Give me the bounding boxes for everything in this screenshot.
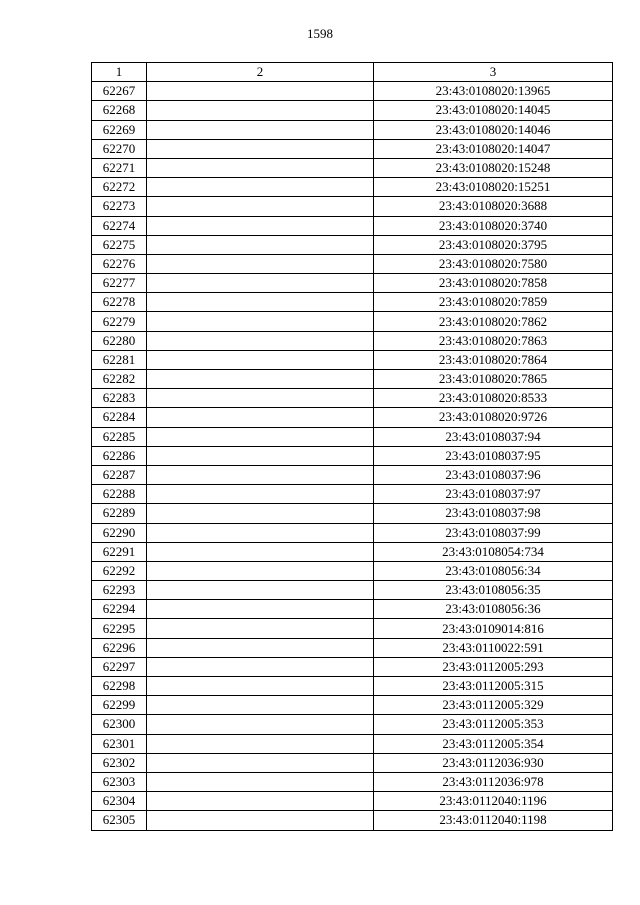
empty-cell xyxy=(147,370,374,389)
empty-cell xyxy=(147,657,374,676)
registry-table xyxy=(91,62,613,831)
table-row xyxy=(92,254,613,273)
table-row xyxy=(92,178,613,197)
empty-cell xyxy=(147,158,374,177)
row-number-cell: 62272 xyxy=(92,178,147,197)
empty-cell xyxy=(147,197,374,216)
table-row xyxy=(92,581,613,600)
row-number-cell: 62300 xyxy=(92,715,147,734)
cadastral-number-cell: 23:43:0108020:8533 xyxy=(374,389,613,408)
cadastral-number-cell: 23:43:0108020:15248 xyxy=(374,158,613,177)
table-row xyxy=(92,523,613,542)
cadastral-number-cell: 23:43:0108020:14045 xyxy=(374,101,613,120)
table-row xyxy=(92,216,613,235)
cadastral-number-cell: 23:43:0108020:15251 xyxy=(374,178,613,197)
cadastral-number-cell: 23:43:0112040:1196 xyxy=(374,792,613,811)
row-number-cell: 62281 xyxy=(92,350,147,369)
empty-cell xyxy=(147,389,374,408)
row-number-cell: 62270 xyxy=(92,139,147,158)
empty-cell xyxy=(147,293,374,312)
page-number: 1598 xyxy=(307,26,333,41)
table-row xyxy=(92,101,613,120)
row-number-cell: 62294 xyxy=(92,600,147,619)
empty-cell xyxy=(147,504,374,523)
empty-cell xyxy=(147,696,374,715)
table-row xyxy=(92,331,613,350)
row-number-cell: 62285 xyxy=(92,427,147,446)
table-body xyxy=(92,82,613,830)
table-row xyxy=(92,638,613,657)
cadastral-number-cell: 23:43:0108056:35 xyxy=(374,581,613,600)
empty-cell xyxy=(147,82,374,101)
empty-cell xyxy=(147,792,374,811)
row-number-cell: 62291 xyxy=(92,542,147,561)
table-row xyxy=(92,274,613,293)
cadastral-number-cell: 23:43:0112005:293 xyxy=(374,657,613,676)
table-row xyxy=(92,772,613,791)
table-row xyxy=(92,293,613,312)
row-number-cell: 62274 xyxy=(92,216,147,235)
row-number-cell: 62289 xyxy=(92,504,147,523)
table-row xyxy=(92,485,613,504)
cadastral-number-cell: 23:43:0108020:14047 xyxy=(374,139,613,158)
empty-cell xyxy=(147,542,374,561)
row-number-cell: 62268 xyxy=(92,101,147,120)
empty-cell xyxy=(147,677,374,696)
row-number-cell: 62286 xyxy=(92,446,147,465)
empty-cell xyxy=(147,274,374,293)
row-number-cell: 62277 xyxy=(92,274,147,293)
empty-cell xyxy=(147,619,374,638)
row-number-cell: 62299 xyxy=(92,696,147,715)
row-number-cell: 62298 xyxy=(92,677,147,696)
empty-cell xyxy=(147,312,374,331)
cadastral-number-cell: 23:43:0108020:3740 xyxy=(374,216,613,235)
cadastral-number-cell: 23:43:0108020:7859 xyxy=(374,293,613,312)
table-row xyxy=(92,619,613,638)
table-header xyxy=(92,63,613,82)
table-row xyxy=(92,312,613,331)
table-row xyxy=(92,542,613,561)
row-number-cell: 62292 xyxy=(92,561,147,580)
row-number-cell: 62282 xyxy=(92,370,147,389)
empty-cell xyxy=(147,331,374,350)
empty-cell xyxy=(147,715,374,734)
row-number-cell: 62304 xyxy=(92,792,147,811)
cadastral-number-cell: 23:43:0112036:930 xyxy=(374,753,613,772)
cadastral-number-cell: 23:43:0108056:34 xyxy=(374,561,613,580)
empty-cell xyxy=(147,772,374,791)
row-number-cell: 62301 xyxy=(92,734,147,753)
empty-cell xyxy=(147,235,374,254)
table-row xyxy=(92,197,613,216)
empty-cell xyxy=(147,178,374,197)
empty-cell xyxy=(147,101,374,120)
cadastral-number-cell: 23:43:0112036:978 xyxy=(374,772,613,791)
cadastral-number-cell: 23:43:0108020:9726 xyxy=(374,408,613,427)
row-number-cell: 62279 xyxy=(92,312,147,331)
cadastral-number-cell: 23:43:0112040:1198 xyxy=(374,811,613,830)
empty-cell xyxy=(147,408,374,427)
empty-cell xyxy=(147,350,374,369)
table-row xyxy=(92,561,613,580)
cadastral-number-cell: 23:43:0108020:7862 xyxy=(374,312,613,331)
table-row xyxy=(92,715,613,734)
cadastral-number-cell: 23:43:0108020:7858 xyxy=(374,274,613,293)
table-row xyxy=(92,465,613,484)
column-header-2: 2 xyxy=(147,63,374,82)
cadastral-number-cell: 23:43:0108020:7864 xyxy=(374,350,613,369)
table-row xyxy=(92,158,613,177)
empty-cell xyxy=(147,485,374,504)
empty-cell xyxy=(147,600,374,619)
cadastral-number-cell: 23:43:0108020:7580 xyxy=(374,254,613,273)
table-row xyxy=(92,600,613,619)
empty-cell xyxy=(147,427,374,446)
cadastral-number-cell: 23:43:0108056:36 xyxy=(374,600,613,619)
cadastral-number-cell: 23:43:0108037:97 xyxy=(374,485,613,504)
row-number-cell: 62297 xyxy=(92,657,147,676)
cadastral-number-cell: 23:43:0108020:3688 xyxy=(374,197,613,216)
row-number-cell: 62273 xyxy=(92,197,147,216)
cadastral-number-cell: 23:43:0110022:591 xyxy=(374,638,613,657)
row-number-cell: 62276 xyxy=(92,254,147,273)
row-number-cell: 62283 xyxy=(92,389,147,408)
cadastral-number-cell: 23:43:0109014:816 xyxy=(374,619,613,638)
cadastral-number-cell: 23:43:0108037:95 xyxy=(374,446,613,465)
table-row xyxy=(92,446,613,465)
cadastral-number-cell: 23:43:0108037:96 xyxy=(374,465,613,484)
cadastral-number-cell: 23:43:0108020:7863 xyxy=(374,331,613,350)
header-row xyxy=(92,63,613,82)
row-number-cell: 62278 xyxy=(92,293,147,312)
table-row xyxy=(92,235,613,254)
row-number-cell: 62284 xyxy=(92,408,147,427)
cadastral-number-cell: 23:43:0108020:13965 xyxy=(374,82,613,101)
cadastral-number-cell: 23:43:0112005:315 xyxy=(374,677,613,696)
table-row xyxy=(92,427,613,446)
row-number-cell: 62296 xyxy=(92,638,147,657)
row-number-cell: 62288 xyxy=(92,485,147,504)
table-row xyxy=(92,677,613,696)
table-row xyxy=(92,370,613,389)
cadastral-number-cell: 23:43:0112005:329 xyxy=(374,696,613,715)
empty-cell xyxy=(147,523,374,542)
empty-cell xyxy=(147,811,374,830)
table-row xyxy=(92,734,613,753)
empty-cell xyxy=(147,561,374,580)
cadastral-number-cell: 23:43:0108054:734 xyxy=(374,542,613,561)
empty-cell xyxy=(147,446,374,465)
empty-cell xyxy=(147,254,374,273)
cadastral-number-cell: 23:43:0108020:3795 xyxy=(374,235,613,254)
empty-cell xyxy=(147,734,374,753)
row-number-cell: 62275 xyxy=(92,235,147,254)
row-number-cell: 62302 xyxy=(92,753,147,772)
row-number-cell: 62293 xyxy=(92,581,147,600)
row-number-cell: 62287 xyxy=(92,465,147,484)
cadastral-number-cell: 23:43:0108037:99 xyxy=(374,523,613,542)
table-row xyxy=(92,657,613,676)
column-header-3: 3 xyxy=(374,63,613,82)
row-number-cell: 62267 xyxy=(92,82,147,101)
cadastral-number-cell: 23:43:0108020:14046 xyxy=(374,120,613,139)
empty-cell xyxy=(147,120,374,139)
cadastral-number-cell: 23:43:0108037:98 xyxy=(374,504,613,523)
table-row xyxy=(92,139,613,158)
table-row xyxy=(92,753,613,772)
column-header-1: 1 xyxy=(92,63,147,82)
table-row xyxy=(92,350,613,369)
table-row xyxy=(92,408,613,427)
row-number-cell: 62303 xyxy=(92,772,147,791)
table-row xyxy=(92,811,613,830)
empty-cell xyxy=(147,216,374,235)
table-row xyxy=(92,82,613,101)
row-number-cell: 62280 xyxy=(92,331,147,350)
cadastral-number-cell: 23:43:0108037:94 xyxy=(374,427,613,446)
table-row xyxy=(92,696,613,715)
row-number-cell: 62271 xyxy=(92,158,147,177)
row-number-cell: 62269 xyxy=(92,120,147,139)
empty-cell xyxy=(147,638,374,657)
cadastral-number-cell: 23:43:0112005:353 xyxy=(374,715,613,734)
table-row xyxy=(92,120,613,139)
row-number-cell: 62290 xyxy=(92,523,147,542)
table-row xyxy=(92,504,613,523)
empty-cell xyxy=(147,581,374,600)
row-number-cell: 62305 xyxy=(92,811,147,830)
empty-cell xyxy=(147,465,374,484)
table-row xyxy=(92,792,613,811)
cadastral-number-cell: 23:43:0112005:354 xyxy=(374,734,613,753)
table-row xyxy=(92,389,613,408)
row-number-cell: 62295 xyxy=(92,619,147,638)
empty-cell xyxy=(147,139,374,158)
empty-cell xyxy=(147,753,374,772)
cadastral-number-cell: 23:43:0108020:7865 xyxy=(374,370,613,389)
